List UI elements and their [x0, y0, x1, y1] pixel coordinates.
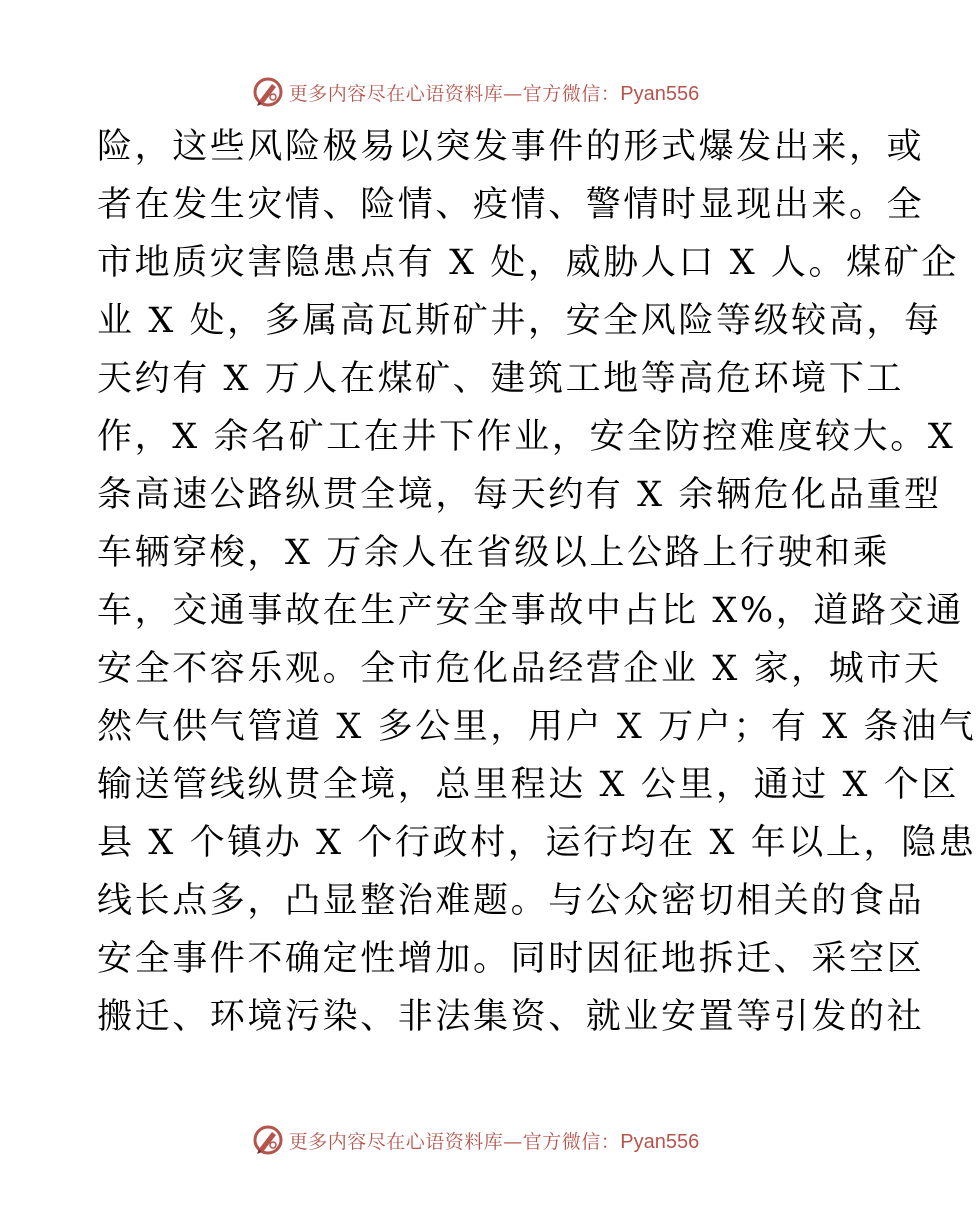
- footer-watermark: [0, 1120, 950, 1160]
- text-line: 车，交通事故在生产安全事故中占比 X%，道路交通: [97, 591, 964, 631]
- text-line: 然气供气管道 X 多公里，用户 X 万户；有 X 条油气: [97, 707, 976, 747]
- text-line: 市地质灾害隐患点有 X 处，威胁人口 X 人。煤矿企: [97, 243, 959, 283]
- text-line: 县 X 个镇办 X 个行政村，运行均在 X 年以上，隐患: [97, 823, 976, 863]
- text-line: 天约有 X 万人在煤矿、建筑工地等高危环境下工: [97, 359, 904, 399]
- text-line: 条高速公路纵贯全境，每天约有 X 余辆危化品重型: [97, 475, 942, 515]
- watermark-text: 更多内容尽在心语资料库—官方微信：Pyan556: [288, 1130, 700, 1153]
- pen-logo-icon: [251, 75, 285, 109]
- pen-logo-icon: [251, 1123, 285, 1157]
- text-line: 线长点多，凸显整治难题。与公众密切相关的食品: [97, 881, 925, 921]
- text-line: 险，这些风险极易以突发事件的形式爆发出来，或: [97, 127, 925, 167]
- header-watermark: [0, 72, 950, 112]
- watermark-text: 更多内容尽在心语资料库—官方微信：Pyan556: [288, 82, 700, 105]
- text-line: 车辆穿梭，X 万余人在省级以上公路上行驶和乘: [97, 533, 891, 573]
- watermark-id: Pyan556: [620, 1130, 700, 1153]
- watermark-id: Pyan556: [620, 82, 700, 105]
- text-line: 输送管线纵贯全境，总里程达 X 公里，通过 X 个区: [97, 765, 959, 805]
- text-line: 安全不容乐观。全市危化品经营企业 X 家，城市天: [97, 649, 942, 689]
- document-body: [97, 118, 976, 1046]
- text-line: 安全事件不确定性增加。同时因征地拆迁、采空区: [97, 939, 925, 979]
- text-line: 作，X 余名矿工在井下作业，安全防控难度较大。X: [97, 417, 956, 457]
- text-line: 搬迁、环境污染、非法集资、就业安置等引发的社: [97, 997, 925, 1037]
- text-line: 者在发生灾情、险情、疫情、警情时显现出来。全: [97, 185, 925, 225]
- text-line: 业 X 处，多属高瓦斯矿井，安全风险等级较高，每: [97, 301, 942, 341]
